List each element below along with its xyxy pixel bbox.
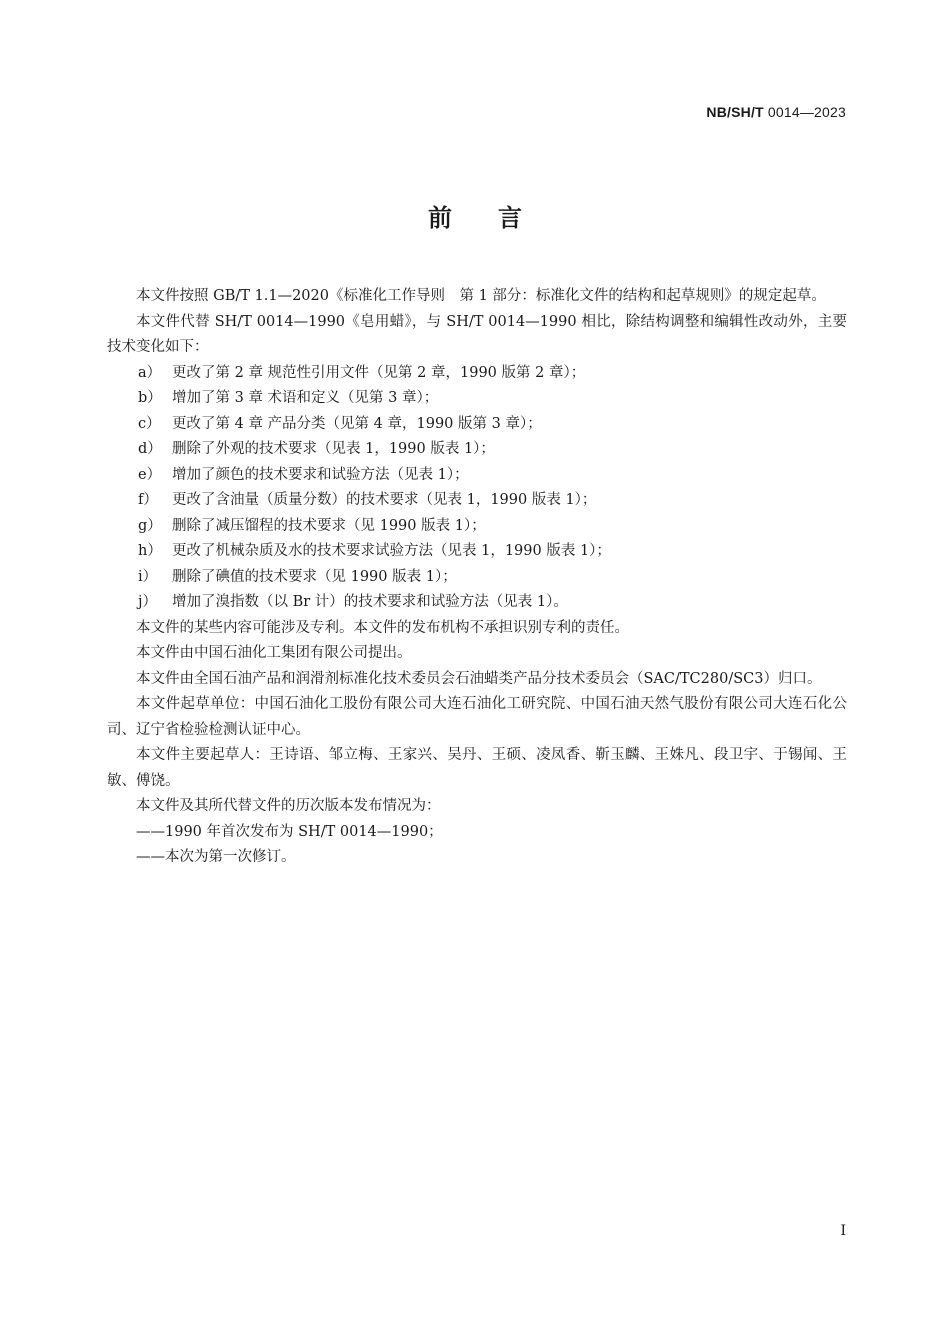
list-item-label: a） <box>138 364 162 381</box>
list-item-text: 增加了溴指数（以 Br 计）的技术要求和试验方法（见表 1）。 <box>172 594 568 610</box>
paragraph-proposer: 本文件由中国石油化工集团有限公司提出。 <box>136 645 412 661</box>
document-code <box>706 104 846 120</box>
list-item-label: f） <box>138 492 158 508</box>
paragraph-replacement: 本文件代替 SH/T 0014—1990《皂用蜡》，与 SH/T 0014—1990 相比，除结构调整和编辑性改动外，主要技术变化如下： <box>107 313 847 355</box>
document-code-prefix: NB/SH/T <box>706 104 764 120</box>
paragraph-drafting-units: 本文件起草单位：中国石油化工股份有限公司大连石油化工研究院、中国石油天然气股份有限公司大连石化公司、辽宁省检验检测认证中心。 <box>107 696 847 738</box>
list-item <box>107 539 847 565</box>
list-item-text: 更改了含油量（质量分数）的技术要求（见表 1，1990 版表 1）； <box>172 492 597 508</box>
paragraph-version-history-intro: 本文件及其所代替文件的历次版本发布情况为： <box>136 798 441 814</box>
list-item-text: 更改了第 2 章 规范性引用文件（见第 2 章，1990 版第 2 章）； <box>172 364 586 381</box>
paragraph-committee: 本文件由全国石油产品和润滑剂标准化技术委员会石油蜡类产品分技术委员会（SAC/TC280/SC3）归口。 <box>136 670 822 687</box>
paragraph-drafting-rules: 本文件按照 GB/T 1.1—2020《标准化工作导则 第 1 部分：标准化文件的结构和起草规则》的规定起草。 <box>136 288 826 304</box>
history-item: ——1990 年首次发布为 SH/T 0014—1990； <box>136 823 443 840</box>
list-item-label: g） <box>138 517 162 534</box>
page-title: 前言 <box>428 204 568 232</box>
history-item: ——本次为第一次修订。 <box>136 849 296 865</box>
list-item <box>107 590 847 616</box>
foreword-body <box>107 284 847 871</box>
list-item-label: h） <box>138 543 162 559</box>
version-history-list <box>107 820 847 871</box>
paragraph-patent-notice: 本文件的某些内容可能涉及专利。本文件的发布机构不承担识别专利的责任。 <box>136 619 629 636</box>
list-item-label: c） <box>138 415 161 432</box>
list-item <box>107 488 847 514</box>
list-item-label: d） <box>138 441 162 457</box>
list-item-text: 增加了颜色的技术要求和试验方法（见表 1）； <box>172 466 469 483</box>
page-number: I <box>840 1223 846 1239</box>
list-item <box>107 463 847 489</box>
list-item <box>107 386 847 412</box>
list-item-text: 更改了机械杂质及水的技术要求试验方法（见表 1，1990 版表 1）； <box>172 543 611 559</box>
list-item <box>107 437 847 463</box>
list-item-label: i） <box>138 568 158 585</box>
list-item-text: 删除了减压馏程的技术要求（见 1990 版表 1）； <box>172 517 486 534</box>
list-item <box>107 565 847 591</box>
list-item <box>107 412 847 438</box>
list-item <box>107 361 847 387</box>
list-item-text: 增加了第 3 章 术语和定义（见第 3 章）； <box>172 390 439 406</box>
changes-list <box>107 361 847 616</box>
list-item-label: b） <box>138 390 162 406</box>
list-item <box>107 514 847 540</box>
list-item-text: 删除了外观的技术要求（见表 1，1990 版表 1）； <box>172 441 495 457</box>
list-item-text: 更改了第 4 章 产品分类（见第 4 章，1990 版第 3 章）； <box>172 415 542 432</box>
paragraph-drafters: 本文件主要起草人：王诗语、邹立梅、王家兴、吴丹、王硕、凌凤香、靳玉麟、王姝凡、段卫宇、于锡闻、王敏、傅饶。 <box>107 747 847 789</box>
list-item-label: e） <box>138 466 162 483</box>
list-item-text: 删除了碘值的技术要求（见 1990 版表 1）； <box>172 568 457 585</box>
document-code-number: 0014—2023 <box>767 104 846 120</box>
list-item-label: j） <box>138 594 157 610</box>
